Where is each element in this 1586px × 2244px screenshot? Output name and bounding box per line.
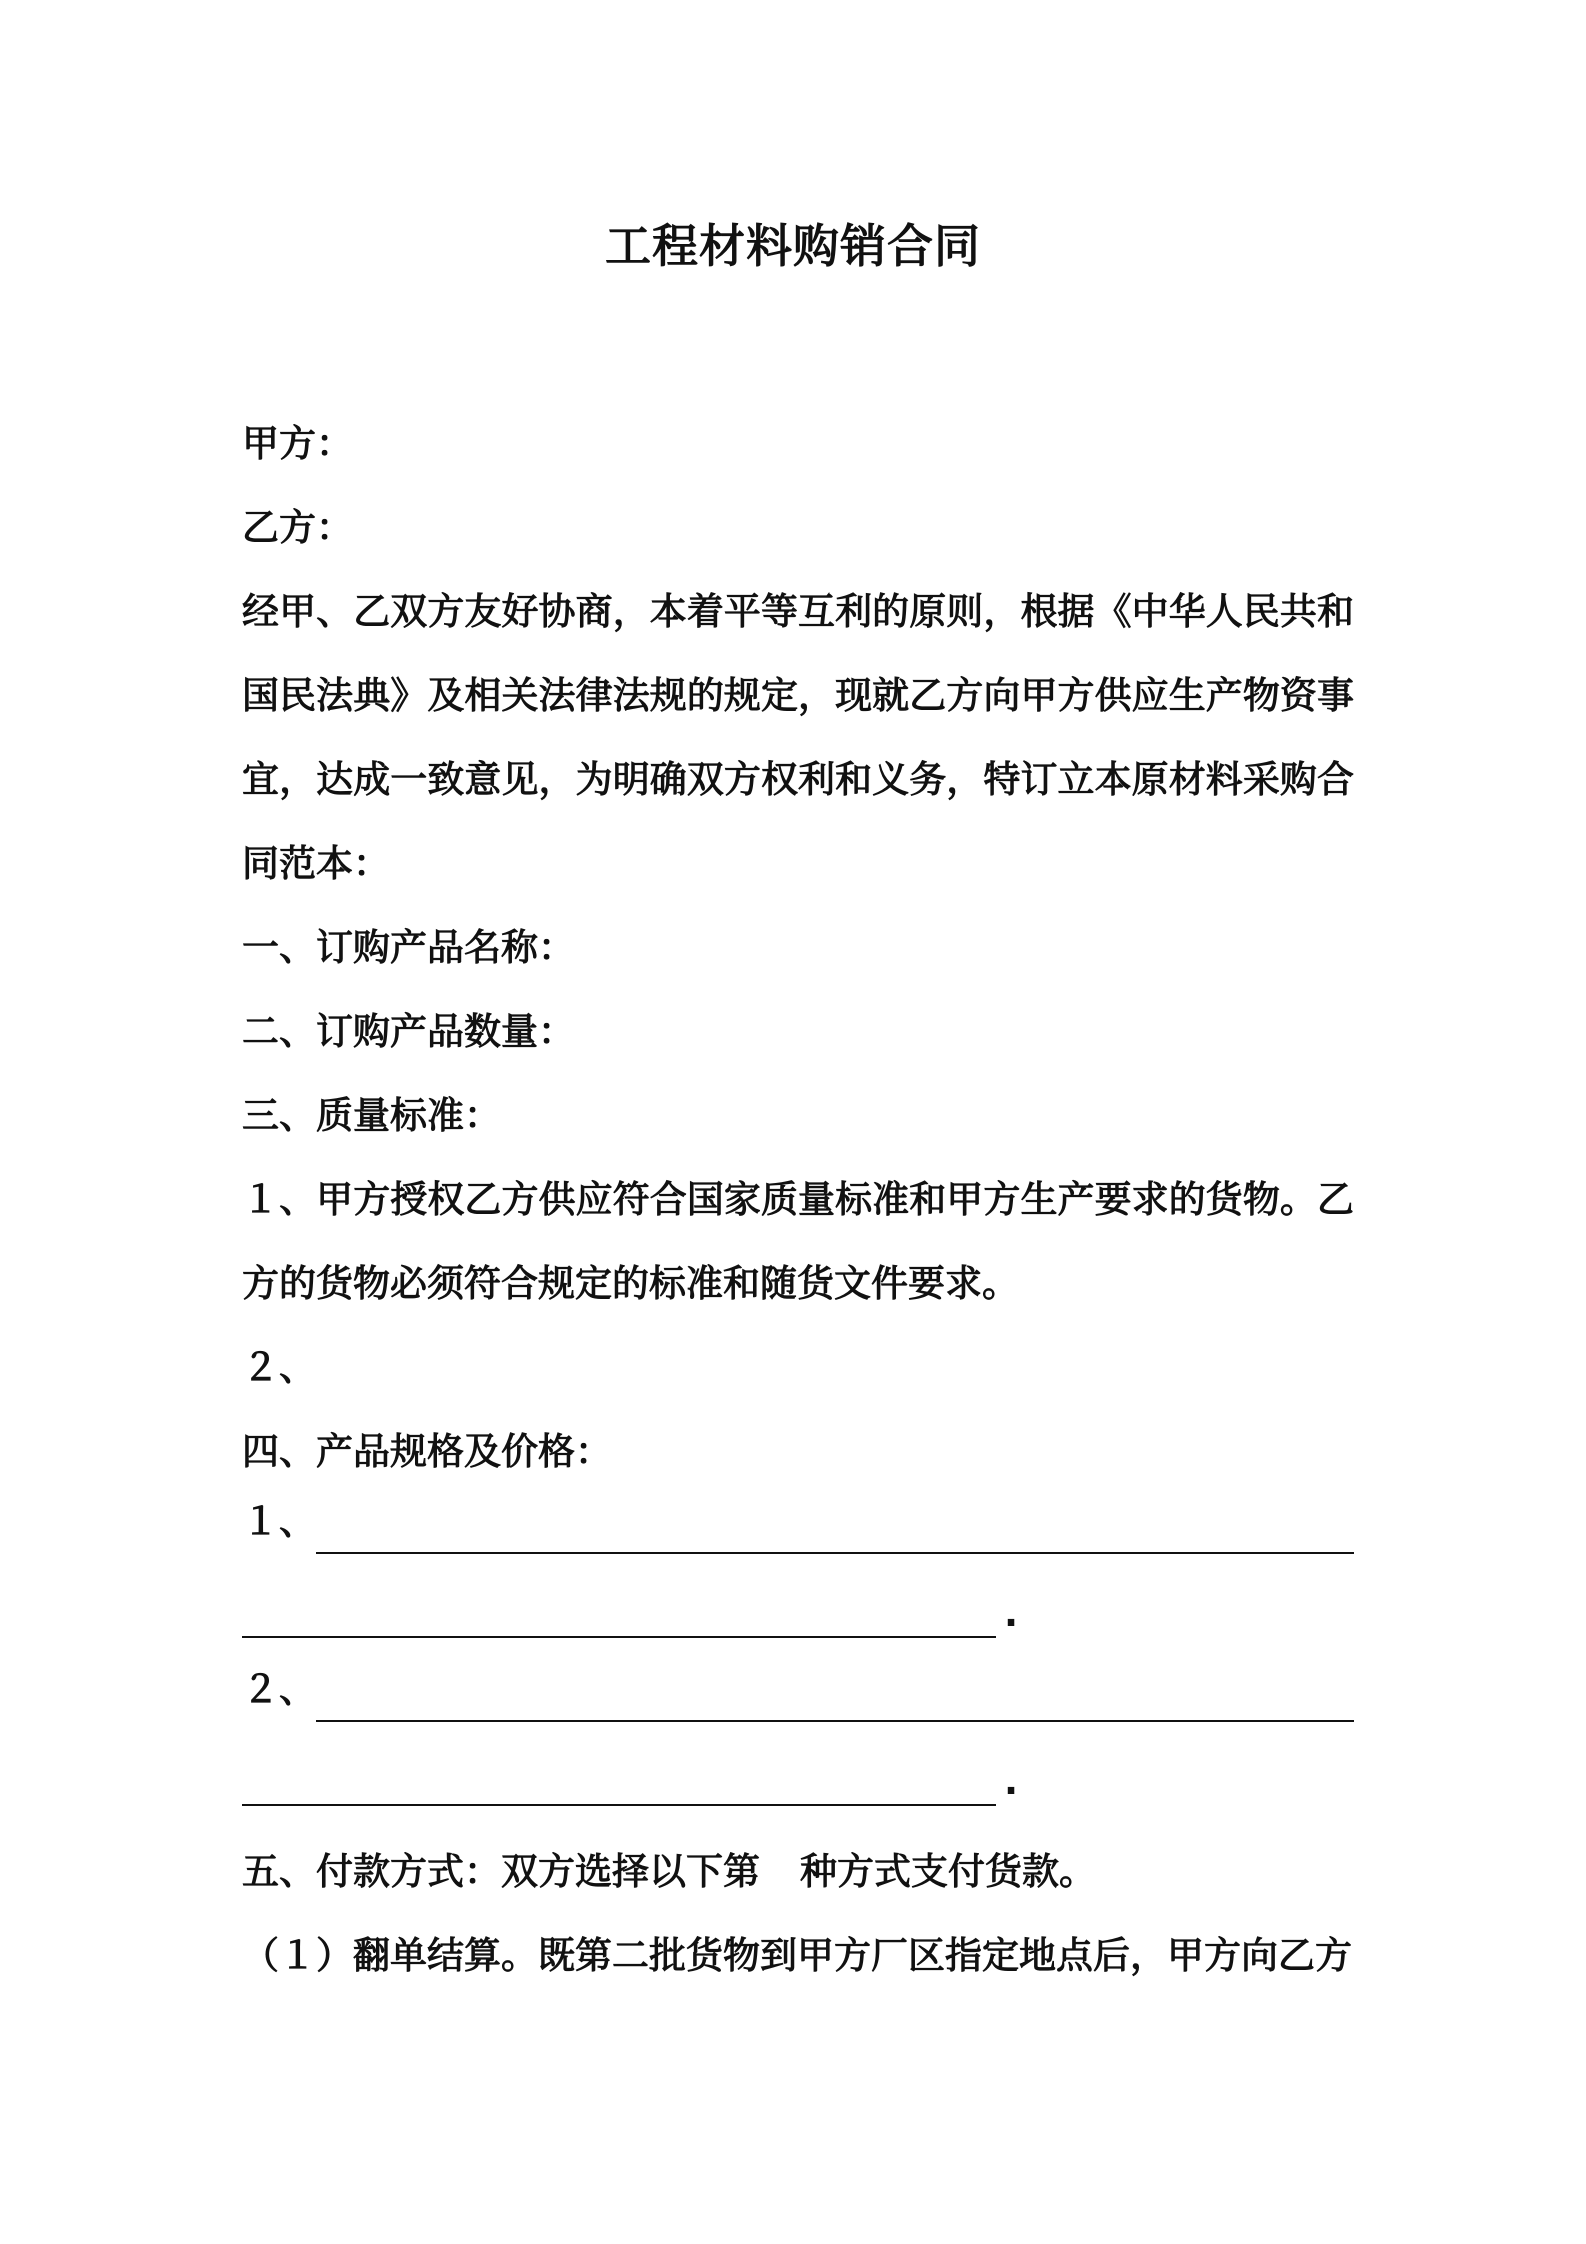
section-5-payment-method bbox=[242, 1830, 1354, 1914]
section-4-item-1-row bbox=[242, 1494, 1354, 1578]
section-4-item-2-number: ２、 bbox=[242, 1668, 316, 1711]
fill-in-blank-line[interactable] bbox=[316, 1551, 1354, 1554]
party-b-line: 乙方： bbox=[242, 506, 353, 549]
section-4-item-2-continuation bbox=[242, 1746, 1354, 1830]
document-title: 工程材料购销合同 bbox=[605, 219, 981, 273]
section-4-item-2-row bbox=[242, 1662, 1354, 1746]
party-a-line: 甲方： bbox=[242, 422, 353, 465]
period-mark: . bbox=[1004, 1760, 1019, 1803]
section-3-item-2: ２、 bbox=[242, 1346, 316, 1389]
section-4-item-1-number: １、 bbox=[242, 1500, 316, 1543]
intro-paragraph: 经甲、乙双方友好协商，本着平等互利的原则，根据《中华人民共和国民法典》及相关法律法规的规定，现就乙方向甲方供应生产物资事宜，达成一致意见，为明确双方权利和义务，特订立本原材料采购合同范本： bbox=[242, 590, 1354, 885]
period-mark: . bbox=[1004, 1592, 1019, 1635]
section-5-text-start: 五、付款方式：双方选择以下第 bbox=[242, 1850, 760, 1893]
fill-in-blank-line[interactable] bbox=[242, 1803, 996, 1806]
section-3-item-1: １、甲方授权乙方供应符合国家质量标准和甲方生产要求的货物。乙方的货物必须符合规定的标准和随货文件要求。 bbox=[242, 1178, 1354, 1305]
fill-in-blank-line[interactable] bbox=[242, 1635, 996, 1638]
section-1-product-name: 一、订购产品名称： bbox=[242, 926, 575, 969]
section-4-item-1-continuation bbox=[242, 1578, 1354, 1662]
section-5-item-1: （１）翻单结算。既第二批货物到甲方厂区指定地点后，甲方向乙方 bbox=[242, 1934, 1352, 1977]
section-4-spec-price: 四、产品规格及价格： bbox=[242, 1430, 612, 1473]
section-2-product-quantity: 二、订购产品数量： bbox=[242, 1010, 575, 1053]
section-5-text-end: 种方式支付货款。 bbox=[800, 1850, 1096, 1893]
fill-in-blank-line[interactable] bbox=[316, 1719, 1354, 1722]
section-3-quality-standard: 三、质量标准： bbox=[242, 1094, 501, 1137]
document-body bbox=[242, 402, 1354, 1998]
